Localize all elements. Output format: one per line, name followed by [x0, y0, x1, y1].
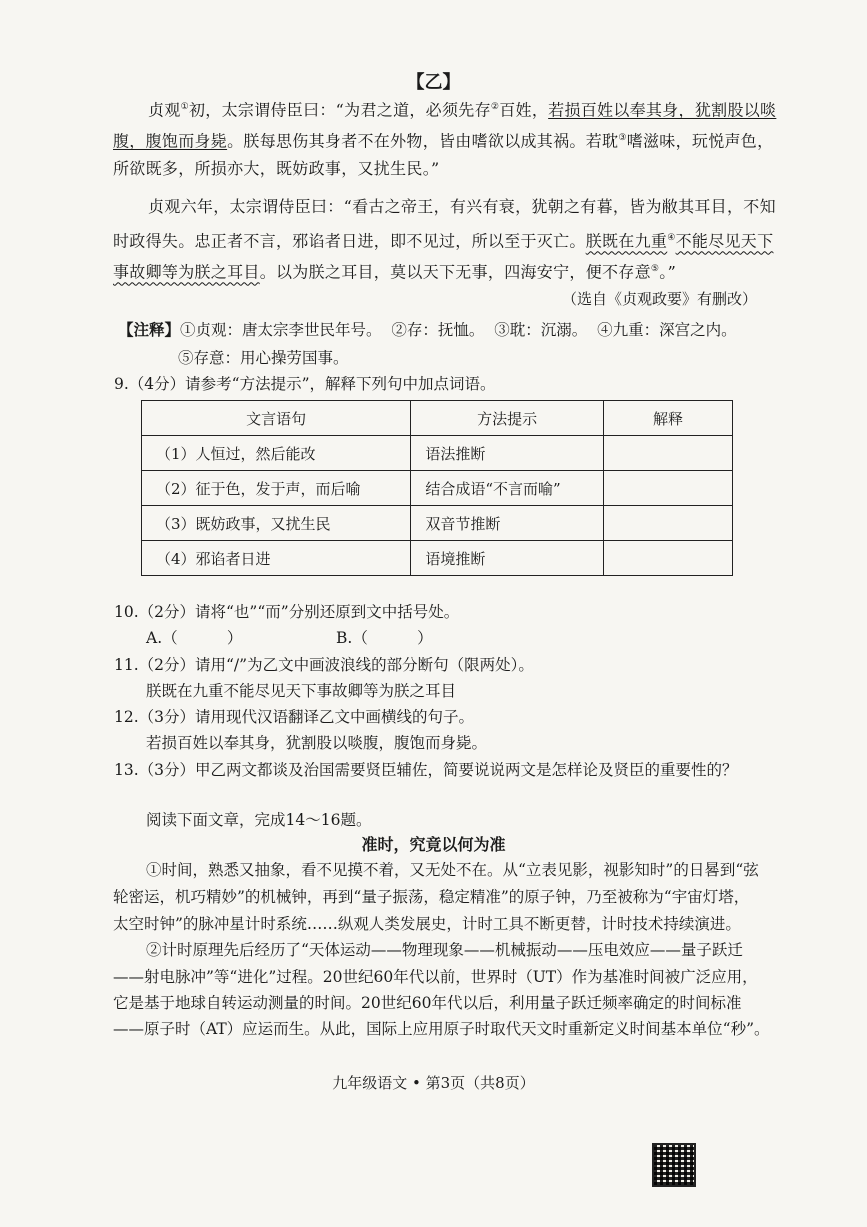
passage-line [148, 96, 776, 121]
table-cell: （4）邪谄者日进 [142, 541, 411, 576]
underlined-sentence: 若损百姓以奉其身，犹割股以啖 [548, 100, 777, 120]
passage-line: 贞观六年，太宗谓侍臣曰：“看古之帝王，有兴有衰，犹朝之有暮，皆为敝其耳目，不知 [148, 197, 776, 216]
article-line: 太空时钟”的脉冲星计时系统……纵观人类发展史，计时工具不断更替，计时技术持续演进。 [113, 915, 741, 933]
table-row [142, 541, 733, 576]
passage-text: 时政得失。忠正者不言，邪谄者日进，即不见过，所以至于灭亡。 [113, 231, 586, 251]
answer-table [141, 400, 733, 576]
passage-source: （选自《贞观政要》有删改） [561, 290, 757, 308]
answer-blank-b[interactable]: B.（ ） [336, 629, 433, 647]
table-cell: （2）征于色，发于声，而后喻 [142, 471, 411, 506]
passage-line [113, 127, 773, 152]
note-mark: ③ [618, 133, 627, 143]
question-11-sentence: 朕既在九重不能尽见天下事故卿等为朕之耳目 [146, 682, 457, 700]
article-line: ①时间，熟悉又抽象，看不见摸不着，又无处不在。从“立表见影，视影知时”的日晷到“弦 [146, 861, 759, 879]
notes-label: 【注释】 [118, 320, 181, 339]
table-row [142, 436, 733, 471]
notes [118, 318, 737, 340]
reading-instructions: 阅读下面文章，完成14～16题。 [146, 811, 372, 829]
note-mark: ④ [667, 233, 676, 243]
passage-text: 贞观 [148, 100, 181, 120]
question-9: 9.（4分）请参考“方法提示”，解释下列句中加点词语。 [114, 375, 496, 393]
page-footer: 九年级语文 • 第3页（共8页） [332, 1074, 535, 1092]
passage-text: 。” [659, 262, 677, 282]
table-cell: 语法推断 [411, 436, 604, 471]
table-cell: （1）人恒过，然后能改 [142, 436, 411, 471]
note-mark: ② [490, 102, 500, 112]
article-line: 它是基于地球自转运动测量的时间。20世纪60年代以后，利用量子跃迁频率确定的时间标准 [113, 994, 742, 1012]
passage-line [113, 227, 773, 252]
table-header: 文言语句 [142, 401, 411, 436]
article-line: ——射电脉冲”等“进化”过程。20世纪60年代以前，世界时（UT）作为基准时间被广泛应用， [113, 968, 758, 986]
notes-line: ⑤存意：用心操劳国事。 [178, 349, 349, 367]
table-row [142, 506, 733, 541]
answer-blank-a[interactable]: A.（ ） [146, 629, 243, 647]
wavy-underlined-text: 朕既在九重 [585, 231, 668, 251]
underlined-sentence: 腹，腹饱而身毙 [113, 131, 228, 151]
note-mark: ⑤ [650, 264, 660, 274]
wavy-underlined-text: 事故卿等为朕之耳目 [113, 262, 260, 282]
table-header: 方法提示 [411, 401, 604, 436]
passage-text: 。以为朕之耳目，莫以天下无事，四海安宁，便不存意 [259, 262, 651, 282]
note-mark: ① [180, 102, 189, 112]
article-line: ——原子时（AT）应运而生。从此，国际上应用原子时取代天文时重新定义时间基本单位“秒”。 [113, 1020, 770, 1038]
article-line: ②计时原理先后经历了“天体运动——物理现象——机械振动——压电效应——量子跃迁 [146, 941, 743, 959]
table-header: 解释 [603, 401, 732, 436]
question-10: 10.（2分）请将“也”“而”分别还原到文中括号处。 [114, 603, 460, 621]
answer-cell[interactable] [603, 471, 732, 506]
passage-text: 百姓， [499, 100, 549, 120]
answer-cell[interactable] [603, 506, 732, 541]
notes-line: ①贞观：唐太宗李世民年号。 ②存：抚恤。 ③耽：沉溺。 ④九重：深宫之内。 [180, 321, 737, 339]
table-cell: 双音节推断 [411, 506, 604, 541]
answer-cell[interactable] [603, 436, 732, 471]
question-11: 11.（2分）请用“/”为乙文中画波浪线的部分断句（限两处）。 [114, 656, 534, 674]
qr-code-icon [652, 1143, 696, 1187]
passage-line [113, 258, 676, 283]
passage-text: 初，太宗谓侍臣曰：“为君之道，必须先存 [188, 100, 491, 120]
table-row [142, 471, 733, 506]
article-line: 轮密运，机巧精妙”的机械钟，再到“量子振荡，稳定精准”的原子钟，乃至被称为“宇宙灯塔， [113, 888, 750, 906]
table-cell: （3）既妨政事，又扰生民 [142, 506, 411, 541]
question-12: 12.（3分）请用现代汉语翻译乙文中画横线的句子。 [114, 708, 475, 726]
answer-cell[interactable] [603, 541, 732, 576]
table-cell: 结合成语“不言而喻” [411, 471, 604, 506]
passage-line: 所欲既多，所损亦大，既妨政事，又扰生民。” [113, 159, 440, 178]
passage-text: 。朕每思伤其身者不在外物，皆由嗜欲以成其祸。若耽 [227, 131, 619, 151]
table-header-row [142, 401, 733, 436]
wavy-underlined-text: 不能尽见天下 [675, 231, 774, 251]
passage-text: 嗜滋味，玩悦声色， [626, 131, 774, 151]
section-title: 【乙】 [406, 72, 461, 93]
article-title: 准时，究竟以何为准 [361, 835, 506, 854]
table-cell: 语境推断 [411, 541, 604, 576]
question-12-sentence: 若损百姓以奉其身，犹割股以啖腹，腹饱而身毙。 [146, 734, 488, 752]
question-13: 13.（3分）甲乙两文都谈及治国需要贤臣辅佐，简要说说两文是怎样论及贤臣的重要性的？ [114, 761, 738, 779]
